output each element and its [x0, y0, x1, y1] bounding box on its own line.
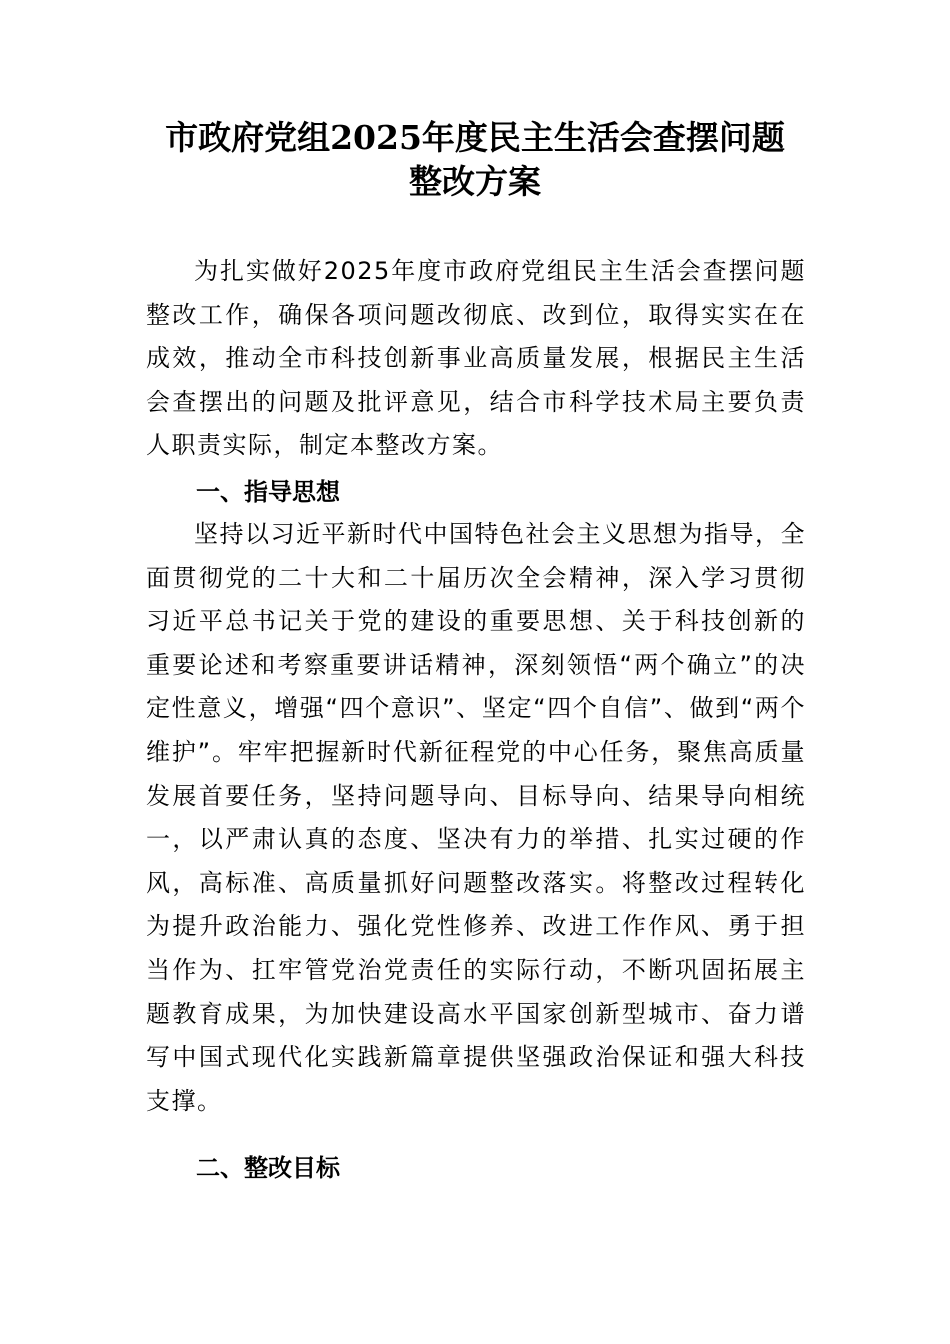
section-heading-rectification-goals: 二、整改目标	[196, 1154, 340, 1182]
document-title-line-1: 市政府党组2025年度民主生活会查摆问题	[165, 118, 785, 157]
document-title-line-2: 整改方案	[409, 162, 541, 201]
intro-paragraph: 为扎实做好2025年度市政府党组民主生活会查摆问题整改工作，确保各项问题改彻底、改到位，取得实实在在成效，推动全市科技创新事业高质量发展，根据民主生活会查摆出的问题及批评意见，结合市科学技术局主要负责人职责实际，制定本整改方案。	[146, 257, 806, 460]
section-heading-guiding-ideology: 一、指导思想	[196, 478, 340, 506]
guiding-ideology-paragraph: 坚持以习近平新时代中国特色社会主义思想为指导，全面贯彻党的二十大和二十届历次全会精神，深入学习贯彻习近平总书记关于党的建设的重要思想、关于科技创新的重要论述和考察重要讲话精神，深刻领悟“两个确立”的决定性意义，增强“四个意识”、坚定“四个自信”、做到“两个维护”。牢牢把握新时代新征程党的中心任务，聚焦高质量发展首要任务，坚持问题导向、目标导向、结果导向相统一，以严肃认真的态度、坚决有力的举措、扎实过硬的作风，高标准、高质量抓好问题整改落实。将整改过程转化为提升政治能力、强化党性修养、改进工作作风、勇于担当作为、扛牢管党治党责任的实际行动，不断巩固拓展主题教育成果，为加快建设高水平国家创新型城市、奋力谱写中国式现代化实践新篇章提供坚强政治保证和强大科技支撑。	[146, 520, 806, 1115]
